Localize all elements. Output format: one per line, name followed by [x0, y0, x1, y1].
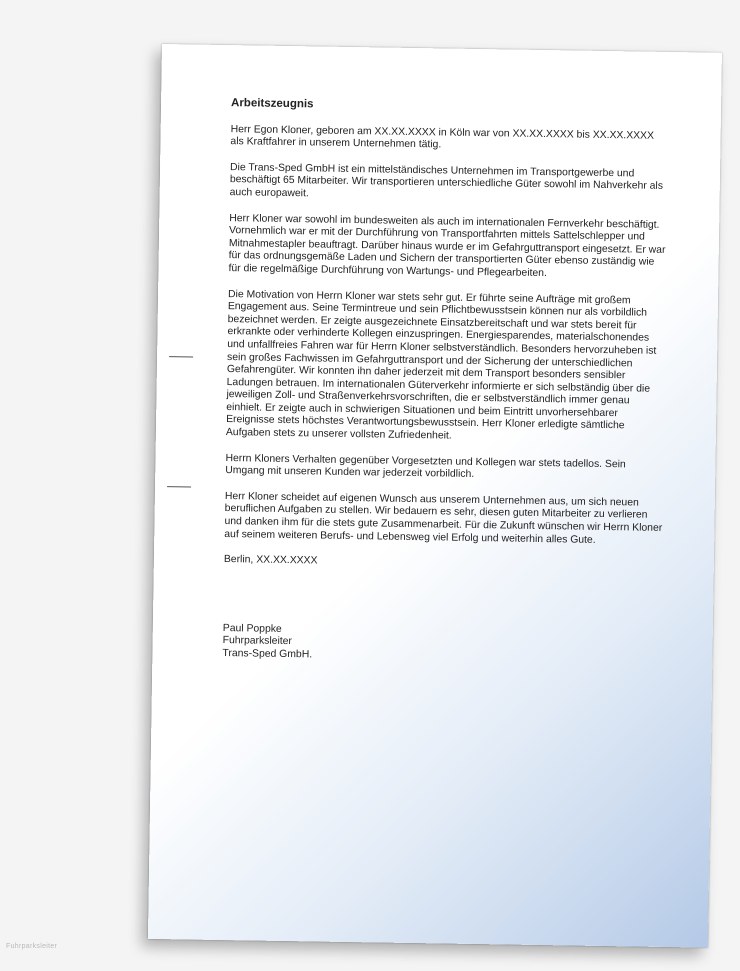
document-title: Arbeitszeugnis [230, 97, 314, 111]
fold-mark-upper [169, 356, 193, 357]
paragraph-performance: Die Motivation von Herrn Kloner war stets sehr gut. Er führte seine Aufträge mit großem Engagement aus. Seine Termintreue und sein Pflichtbewusstsein können nur als vorbildlich bezeichnet werden. Er zeigte ausgezeichnete Einsatzbereitschaft und war stets bereit für erkrankte oder verhinderte Kollegen einzuspringen. Energiesparendes, materialschonendes und unfallfreies Fahren war für Herrn Kloner selbstverständlich. Besonders hervorzuheben ist sein großes Fachwissen im Gefahrguttransport und der Sicherung der unterschiedlichen Gefahrengüter. Wir konnten ihn daher jederzeit mit dem Transport besonders sensibler Ladungen betrauen. Im internationalen Güterverkehr informierte er sich selbständig über die jeweiligen Zoll- und Straßenverkehrsvorschriften, die er selbstverständlich immer genau einhielt. Er zeigte auch in schwierigen Situationen und beim Eintritt unvorhersehbarer Ereignisse stets höchstes Verantwortungsbewusstsein. Herr Kloner erledigte sämtliche Aufgaben stets zu unserer vollsten Zufriedenheit. [225, 288, 657, 442]
signer-company: Trans-Sped GmbH. [222, 648, 313, 661]
place-date: Berlin, XX.XX.XXXX [223, 554, 318, 567]
document-page [148, 44, 722, 948]
paragraph-duties: Herr Kloner war sowohl im bundesweiten als auch im internationalen Fernverkehr beschäftigt. Vornehmlich war er mit der Durchführung von Transportfahrten mittels Sattelschlepper und Mitnahmestapler beauftragt. Darüber hinaus wurde er im Gefahrguttransport eingesetzt. Er war für das ordnungsgemäße Laden und Sichern der transportierten Güter ebenso zuständig wie für die regelmäßige Durchführung von Wartungs- und Pflegearbeiten. [228, 212, 666, 280]
signer-name: Paul Poppke [222, 622, 282, 635]
paragraph-company: Die Trans-Sped GmbH ist ein mittelständisches Unternehmen im Transportgewerbe und beschäftigt 65 Mitarbeiter. Wir transportieren unterschiedliche Güter sowohl im Nahverkehr als auch europaweit. [229, 161, 664, 200]
paragraph-closing: Herr Kloner scheidet auf eigenen Wunsch aus unserem Unternehmen aus, um sich neuen beruflichen Aufgaben zu stellen. Wir bedauern es sehr, diesen guten Mitarbeiter zu verlieren und danken ihm für die stets gute Zusammenarbeit. Für die Zukunft wünschen wir Herrn Kloner auf seinem weiteren Berufs- und Lebensweg viel Erfolg und weiterhin alles Gute. [224, 490, 663, 546]
signature-block [222, 623, 661, 668]
paragraph-conduct: Herrn Kloners Verhalten gegenüber Vorgesetzten und Kollegen war stets tadellos. Sein Umgang mit unseren Kunden war jederzeit vorbildlich. [225, 452, 626, 481]
document-body [222, 97, 669, 667]
signer-role: Fuhrparksleiter [222, 635, 293, 648]
watermark: Fuhrparksleiter [6, 943, 58, 950]
paragraph-introduction: Herr Egon Kloner, geboren am XX.XX.XXXX in Köln war von XX.XX.XXXX bis XX.XX.XXXX als Kraftfahrer in unserem Unternehmen tätig. [230, 123, 655, 151]
fold-mark-lower [167, 486, 191, 487]
